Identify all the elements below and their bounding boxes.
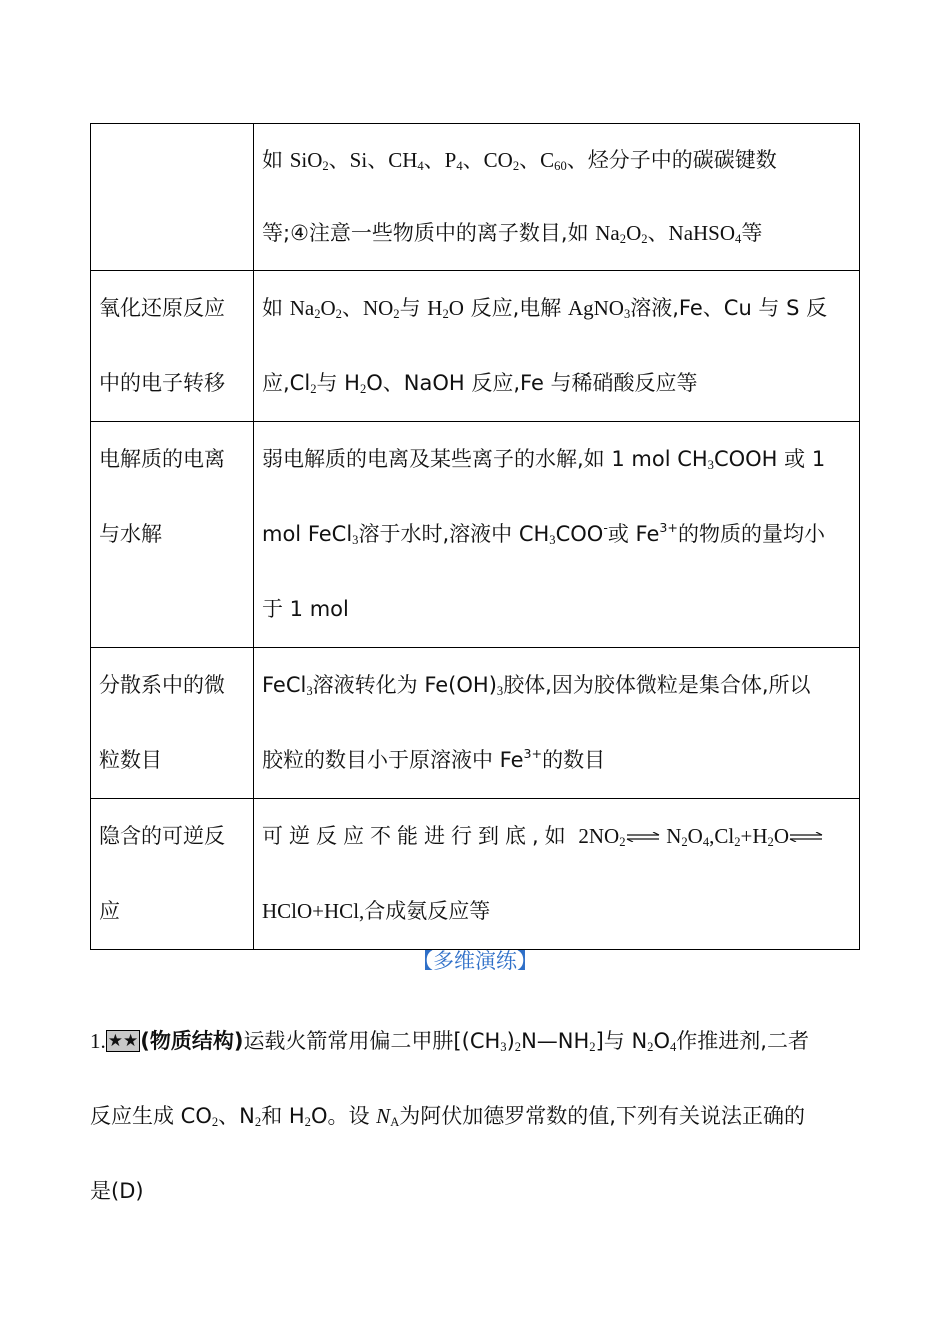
row-content: 弱电解质的电离及某些离子的水解,如 1 mol $CH_3COOH$ 或 1 mol FeCl$_3$溶于水时,溶液中 $CH_3COO^-$或 $Fe^{3+}$的物质的量均小 于 1 mol	[254, 422, 860, 648]
content-line: 如 SiO$_2$、Si、$CH_4$、$P_4$、$CO_2$、$C_{60}$、烃分子中的碳碳键数	[262, 148, 777, 174]
table-row	[91, 799, 860, 950]
row-label: 隐含的可逆反应	[91, 799, 254, 950]
table-row	[91, 124, 860, 271]
reversible-arrow-icon	[626, 832, 660, 842]
row-label	[91, 124, 254, 271]
question-number: 1.	[90, 1029, 106, 1053]
table-row	[91, 422, 860, 648]
row-content	[254, 124, 860, 271]
row-content: FeCl$_3$溶液转化为 $Fe(OH)_3$胶体,因为胶体微粒是集合体,所以 胶粒的数目小于原溶液中 $Fe^{3+}$的数目	[254, 648, 860, 799]
row-content: 如 $Na_2O_2$、$NO_2$与 $H_2O$ 反应,电解 AgNO$_3$溶液,Fe、Cu 与 S 反 应$,Cl_2$与 $H_2O$、NaOH 反应,Fe 与稀硝酸反应等	[254, 271, 860, 422]
table-row	[91, 271, 860, 422]
section-heading: 【多维演练】	[412, 949, 538, 973]
row-label: 氧化还原反应中的电子转移	[91, 271, 254, 422]
table-row	[91, 648, 860, 799]
content-line: 等;④注意一些物质中的离子数目,如 $Na_2O_2$、NaHSO$_4$等	[262, 221, 763, 247]
reversible-arrow-icon	[789, 832, 823, 842]
row-label: 分散系中的微粒数目	[91, 648, 254, 799]
question-1: 1. ★★(物质结构)运载火箭常用偏二甲肼$[(CH_3)_2N—NH_2]$与 $N_2O_4$作推进剂,二者 反应生成 $CO_2$、$N_2$和 $H_2O$。设 $N_A$为阿伏加德罗常数的值,下列有关说法正确的 是(D)	[90, 1029, 809, 1203]
difficulty-stars: ★★	[107, 1031, 139, 1051]
knowledge-table	[90, 123, 860, 950]
question-tag: (物质结构)	[140, 1029, 244, 1053]
row-content: 可逆反应不能进行到底,如 $2NO_2$ $N_2O_4,Cl_2+H_2O$ HClO+HCl,合成氨反应等	[254, 799, 860, 950]
row-label: 电解质的电离与水解	[91, 422, 254, 648]
